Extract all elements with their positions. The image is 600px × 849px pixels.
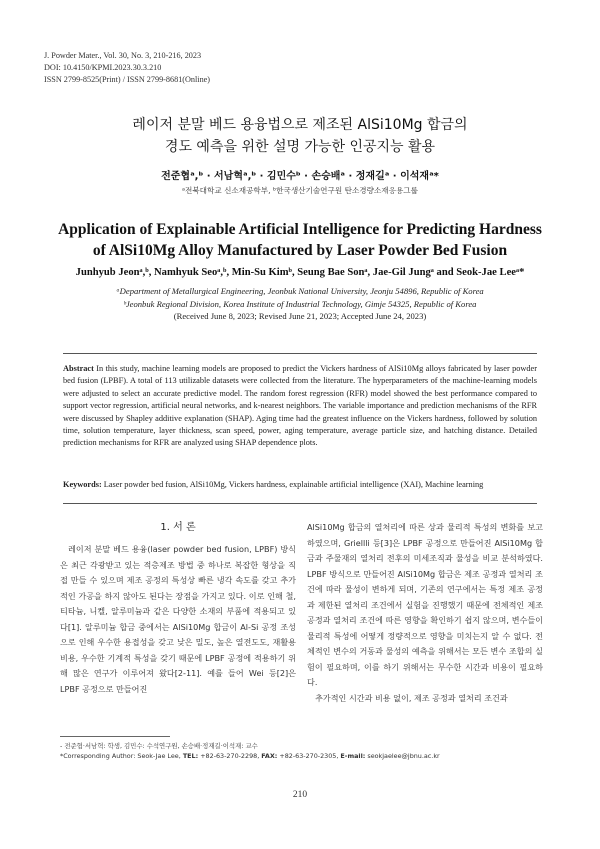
- email-label: E-mail:: [340, 752, 366, 760]
- tel-label: TEL:: [182, 752, 199, 760]
- tel-number: +82-63-270-2298,: [198, 752, 262, 760]
- korean-title-line1: 레이저 분말 베드 용융법으로 제조된 AlSi10Mg 합금의: [132, 117, 468, 133]
- english-title: [0, 219, 600, 261]
- english-title-line1: Application of Explainable Artificial Intelligence for Predicting Hardness: [58, 221, 542, 238]
- page-number: 210: [292, 790, 308, 800]
- keywords: [63, 480, 537, 489]
- section-heading-introduction: 1. 서 론: [160, 522, 196, 533]
- keywords-list: Laser powder bed fusion, AlSi10Mg, Vickers hardness, explainable artificial intelligence (XAI), Machine learning: [101, 480, 484, 489]
- abstract-label: Abstract: [63, 364, 94, 373]
- korean-affiliation: ᵃ전북대학교 신소재공학부, ᵇ한국생산기술연구원 탄소경량소재응용그룹: [182, 186, 418, 195]
- footnote-corresponding: [60, 751, 550, 761]
- abstract-bottom-rule: [63, 503, 537, 504]
- abstract-body: In this study, machine learning models are proposed to predict the Vickers hardness of AlSi10Mg alloys fabricated by laser powder bed fusion (LPBF). A total of 113 utilizable datasets were collected from the literature. The hyperparameters of the machine-learning models were adjusted to select an accurate predictive model. The random forest regression (RFR) model showed the best performance compared to support vector regression, artificial neural networks, and k-nearest neighbors. The variable importance and prediction mechanisms of the RFR were discussed by Shapley additive explanation (SHAP). Aging time had the greatest influence on the Vickers hardness, followed by solution time, solution temperature, layer thickness, scan speed, power, aging temperature, average particle size, and hatching distance. Detailed prediction mechanisms for RFR are analyzed using SHAP dependence plots.: [63, 364, 537, 448]
- intro-paragraph: 레이저 분말 베드 용융(laser powder bed fusion, LPBF) 방식은 최근 각광받고 있는 적층제조 방법 중 하나로 복잡한 형상을 직접 만들 수 있으며 제조 공정의 특성상 빠른 냉각 속도를 갖고 추가적인 가공을 하지 않아도 된다는 장점을 가지고 있다. 이로 인해 철, 티타늄, 니켈, 알루미늄과 같은 다양한 소재의 부품에 적용되고 있다[1]. 알루미늄 합금 중에서는 AlSi10Mg 합금이 Al-Si 공정 조성으로 인해 우수한 용접성을 갖고 낮은 밀도, 높은 열전도도, 재활용 비용, 우수한 기계적 특성을 갖기 때문에 LPBF 공정에 적용하기 위해 많은 연구가 이루어져 왔다[2-11]. 예를 들어 Wei 등[2]은 LPBF 공정으로 만들어진: [60, 544, 296, 694]
- korean-authors: 전준협ᵃ,ᵇ · 서남혁ᵃ,ᵇ · 김민수ᵇ · 손승배ᵃ · 정재길ᵃ · 이석재ᵃ*: [161, 171, 439, 182]
- email-address: seokjaelee@jbnu.ac.kr: [365, 752, 440, 760]
- english-title-line2: of AlSi10Mg Alloy Manufactured by Laser Powder Bed Fusion: [92, 242, 508, 259]
- corresponding-author: *Corresponding Author: Seok-Jae Lee,: [60, 752, 183, 760]
- right-paragraph-2: 추가적인 시간과 비용 없이, 제조 공정과 열처리 조건과: [315, 692, 508, 703]
- affiliation-b: ᵇJeonbuk Regional Division, Korea Institute of Industrial Technology, Gimje 54325, Republic of Korea: [123, 298, 477, 309]
- footnote-rule: [60, 736, 170, 737]
- footnotes: [60, 741, 550, 761]
- journal-issn: ISSN 2799-8525(Print) / ISSN 2799-8681(Online): [44, 75, 211, 84]
- affiliation-a: ᵃDepartment of Metallurgical Engineering, Jeonbuk National University, Jeonju 54896, Republic of Korea: [116, 286, 484, 296]
- fax-label: FAX:: [261, 752, 278, 760]
- abstract-text: [63, 363, 537, 450]
- english-authors: Junhyub Jeonᵃ,ᵇ, Namhyuk Seoᵃ,ᵇ, Min-Su Kimᵇ, Seung Bae Sonᵃ, Jae-Gil Jungᵃ and Seok-Jae Leeᵃ*: [75, 267, 525, 278]
- keywords-label: Keywords:: [63, 480, 102, 489]
- right-column: [307, 520, 543, 706]
- left-column: [60, 520, 296, 697]
- footnote-author-roles: - 전준협·서남혁: 학생, 김민수: 수석연구원, 손승배·정재길·이석재: 교수: [60, 742, 258, 750]
- abstract-section: [63, 353, 537, 505]
- journal-citation: J. Powder Mater., Vol. 30, No. 3, 210-216, 2023: [44, 51, 202, 60]
- journal-info: [44, 50, 210, 86]
- fax-number: +82-63-270-2305,: [277, 752, 341, 760]
- journal-doi: DOI: 10.4150/KPMI.2023.30.3.210: [44, 63, 162, 72]
- korean-title-line2: 경도 예측을 위한 설명 가능한 인공지능 활용: [164, 139, 436, 155]
- right-paragraph-1: AlSi10Mg 합금의 열처리에 따른 상과 물리적 특성의 변화를 보고 하였으며, Griellli 등[3]은 LPBF 공정으로 만들어진 AlSi10Mg 합금과 주물재의 열처리 전후의 미세조직과 물성을 비교 분석하였다. LPBF 방식으로 만들어진 AlSi10Mg 합금은 제조 공정과 열처리 조건에 따라 물성이 변하게 되며, 기존의 연구에서는 특정 제조 공정과 제한된 열처리 조건에서 실험을 진행했기 때문에 전체적인 제조 공정과 열처리 조건에 따른 영향을 확인하기 쉽지 않으며, 변수들이 물리적 특성에 어떻게 정량적으로 영향을 미치는지 알 수 없다. 전체적인 변수의 거동과 물성의 예측을 위해서는 모든 변수 조합의 실험이 필요하며, 이를 하기 위해서는 무수한 시간과 비용이 필요하다.: [307, 522, 543, 687]
- received-dates: (Received June 8, 2023; Revised June 21, 2023; Accepted June 24, 2023): [173, 311, 427, 321]
- korean-title: [0, 114, 600, 158]
- abstract-top-rule: [63, 353, 537, 354]
- english-affiliations: [0, 285, 600, 323]
